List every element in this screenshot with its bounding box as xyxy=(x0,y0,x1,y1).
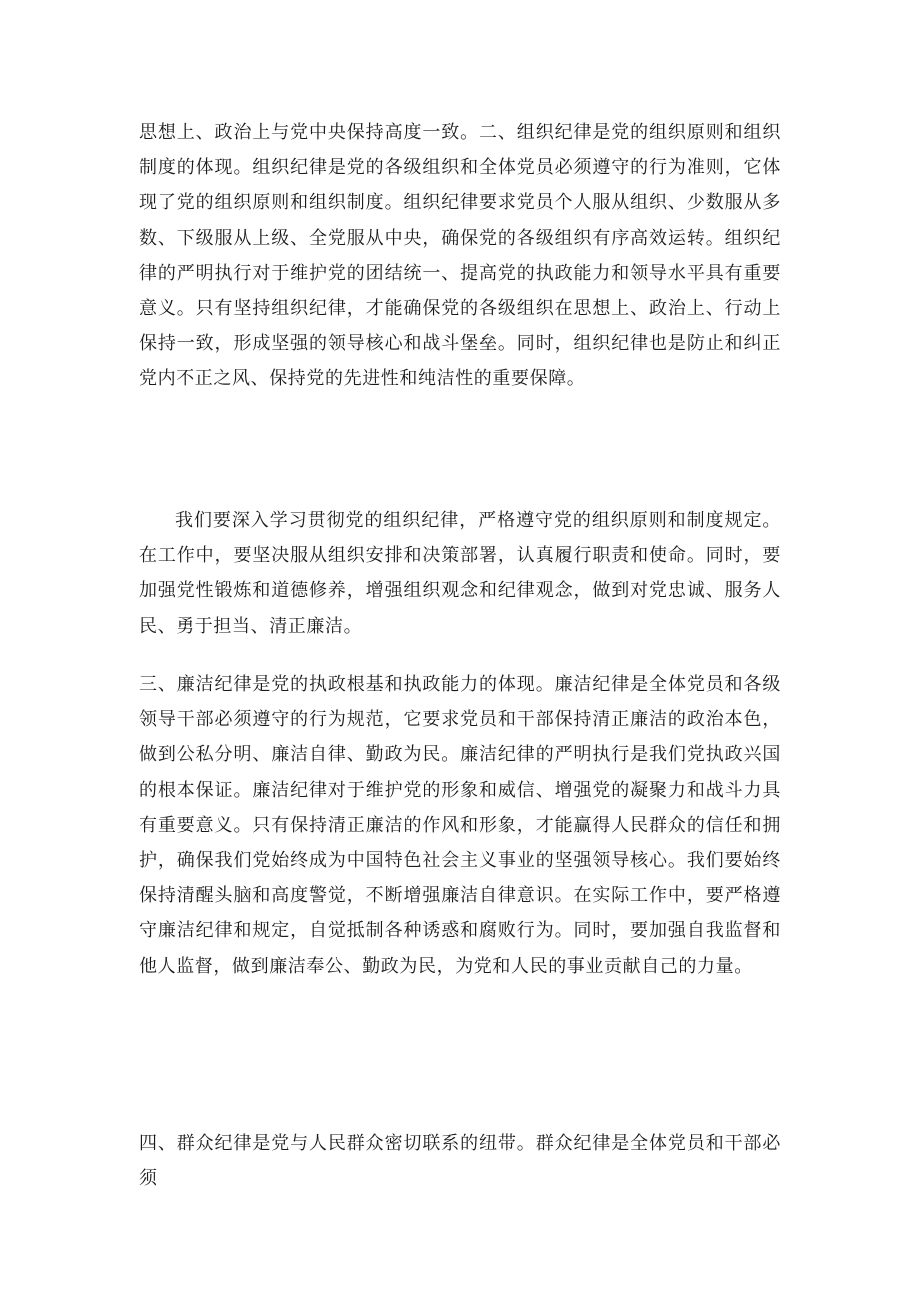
paragraph-text: 三、廉洁纪律是党的执政根基和执政能力的体现。廉洁纪律是全体党员和各级领导干部必须遵守的行为规范，它要求党员和干部保持清正廉洁的政治本色，做到公私分明、廉洁自律、勤政为民。廉洁纪律的严明执行是我们党执政兴国的根本保证。廉洁纪律对于维护党的形象和威信、增强党的凝聚力和战斗力具有重要意义。只有保持清正廉洁的作风和形象，才能赢得人民群众的信任和拥护，确保我们党始终成为中国特色社会主义事业的坚强领导核心。我们要始终保持清醒头脑和高度警觉，不断增强廉洁自律意识。在实际工作中，要严格遵守廉洁纪律和规定，自觉抵制各种诱惑和腐败行为。同时，要加强自我监督和他人监督，做到廉洁奉公、勤政为民，为党和人民的事业贡献自己的力量。 xyxy=(139,674,781,977)
paragraph-organization-discipline xyxy=(139,115,781,397)
paragraph-text: 我们要深入学习贯彻党的组织纪律，严格遵守党的组织原则和制度规定。在工作中，要坚决服从组织安排和决策部署，认真履行职责和使命。同时，要加强党性锻炼和道德修养，增强组织观念和纪律观念，做到对党忠诚、服务人民、勇于担当、清正廉洁。 xyxy=(139,510,781,637)
paragraph-integrity-discipline xyxy=(139,667,781,984)
paragraph-text: 思想上、政治上与党中央保持高度一致。二、组织纪律是党的组织原则和组织制度的体现。组织纪律是党的各级组织和全体党员必须遵守的行为准则，它体现了党的组织原则和组织制度。组织纪律要求党员个人服从组织、少数服从多数、下级服从上级、全党服从中央，确保党的各级组织有序高效运转。组织纪律的严明执行对于维护党的团结统一、提高党的执政能力和领导水平具有重要意义。只有坚持组织纪律，才能确保党的各级组织在思想上、政治上、行动上保持一致，形成坚强的领导核心和战斗堡垒。同时，组织纪律也是防止和纠正党内不正之风、保持党的先进性和纯洁性的重要保障。 xyxy=(139,122,781,390)
paragraph-study-organization-discipline xyxy=(139,503,781,644)
paragraph-mass-discipline xyxy=(139,1126,781,1196)
paragraph-text: 四、群众纪律是党与人民群众密切联系的纽带。群众纪律是全体党员和干部必须 xyxy=(139,1133,781,1190)
